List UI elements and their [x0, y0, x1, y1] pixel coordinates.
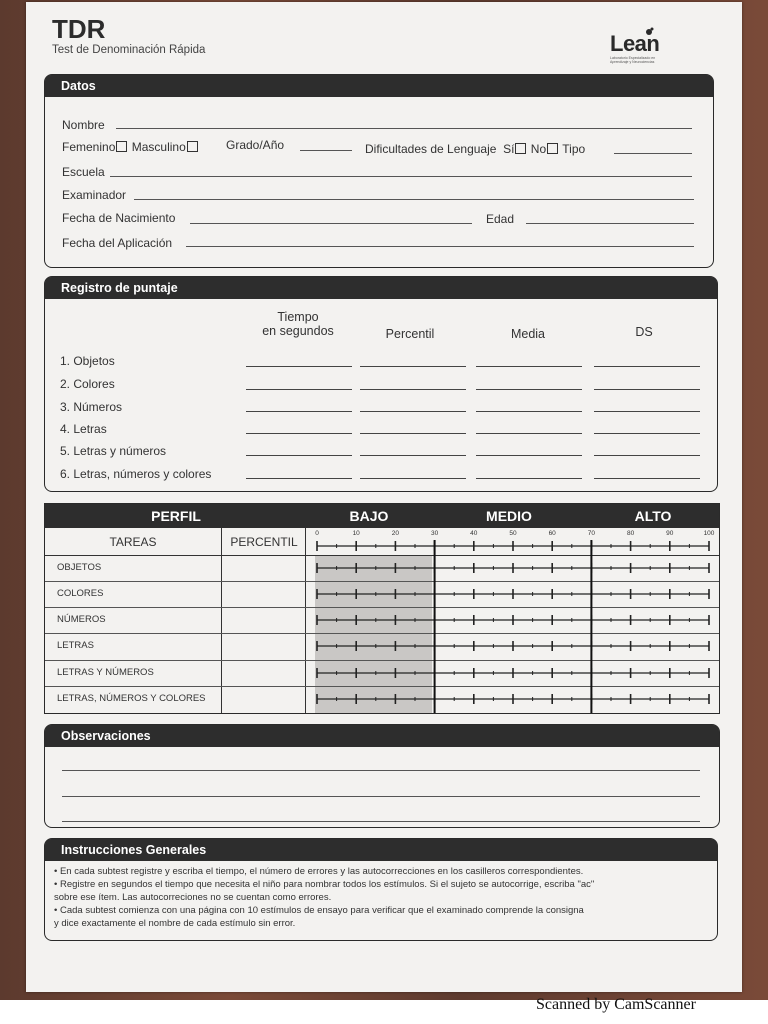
scale-tick-label: 60 [548, 530, 556, 537]
masculino-checkbox[interactable] [187, 141, 198, 152]
perfil-task-label: LETRAS [57, 640, 94, 651]
perfil-task-label: NÚMEROS [57, 614, 106, 625]
si-label: Sí [503, 142, 515, 156]
logo-word: Lean [610, 31, 660, 56]
score-field[interactable] [360, 433, 466, 434]
observaciones-line[interactable] [62, 770, 700, 771]
fecha-nacimiento-label: Fecha de Nacimiento [62, 211, 176, 225]
nombre-label: Nombre [62, 118, 105, 132]
score-field[interactable] [476, 478, 582, 479]
examinador-label: Examinador [62, 188, 127, 202]
score-field[interactable] [594, 366, 700, 367]
instruction-line: • Registre en segundos el tiempo que necesita el niño para nombrar todos los estímulos. Si el sujeto se autocorrige, escriba "ac" [54, 879, 595, 890]
instruction-line: • En cada subtest registre y escriba el tiempo, el número de errores y las autocorrecciones en los casilleros correspondientes. [54, 866, 584, 877]
perfil-task-label: OBJETOS [57, 562, 102, 573]
registro-row-label: 6. Letras, números y colores [60, 467, 212, 481]
form-subtitle: Test de Denominación Rápida [52, 44, 206, 56]
dificultades-label: Dificultades de Lenguaje [365, 142, 497, 156]
scale-tick-label: 10 [352, 530, 360, 537]
registro-row-label: 5. Letras y números [60, 444, 167, 458]
score-field[interactable] [594, 478, 700, 479]
nombre-field[interactable] [116, 128, 692, 129]
fecha-aplicacion-field[interactable] [186, 246, 694, 247]
femenino-checkbox[interactable] [116, 141, 127, 152]
score-field[interactable] [246, 433, 352, 434]
score-field[interactable] [246, 389, 352, 390]
logo-tagline: Laboratorio Especializado en Aprendizaje y Neurociencias [610, 56, 656, 64]
score-field[interactable] [476, 411, 582, 412]
observaciones-line[interactable] [62, 796, 700, 797]
score-field[interactable] [360, 411, 466, 412]
scanner-footer: Scanned by CamScanner [536, 996, 696, 1013]
form-title: TDR [52, 14, 106, 44]
scale-tick-label: 90 [666, 530, 674, 537]
score-field[interactable] [594, 411, 700, 412]
col-ds: DS [635, 325, 653, 339]
escuela-field[interactable] [110, 176, 692, 177]
masculino-label: Masculino [131, 140, 186, 154]
grado-field[interactable] [300, 150, 352, 151]
datos-heading: Datos [45, 75, 713, 97]
edad-field[interactable] [526, 223, 694, 224]
fecha-nacimiento-field[interactable] [190, 223, 472, 224]
observaciones-line[interactable] [62, 821, 700, 822]
lean-logo [606, 28, 676, 68]
perfil-heading: PERFIL [45, 504, 307, 528]
perfil-task-label: COLORES [57, 588, 104, 599]
score-field[interactable] [360, 455, 466, 456]
score-field[interactable] [246, 455, 352, 456]
scale-tick-label: 0 [315, 530, 319, 537]
scale-tick-label: 50 [509, 530, 517, 537]
instrucciones-text [54, 865, 714, 930]
bajo-heading: BAJO [307, 504, 431, 528]
score-field[interactable] [594, 433, 700, 434]
tipo-field[interactable] [614, 153, 692, 154]
score-field[interactable] [360, 366, 466, 367]
score-field[interactable] [476, 366, 582, 367]
dificultades-row [365, 142, 585, 156]
registro-panel [44, 276, 718, 492]
no-label: No [530, 142, 547, 156]
registro-row-label: 4. Letras [60, 422, 107, 436]
fecha-aplicacion-label: Fecha del Aplicación [62, 236, 173, 250]
score-field[interactable] [594, 389, 700, 390]
col-media: Media [510, 327, 546, 341]
femenino-label: Femenino [62, 140, 116, 154]
col-percentil-perfil: PERCENTIL [230, 535, 298, 549]
instruction-line: • Cada subtest comienza con una página con 10 estímulos de ensayo para verificar que el examinado comprende la consigna [54, 905, 584, 916]
instrucciones-heading: Instrucciones Generales [45, 839, 717, 861]
si-checkbox[interactable] [515, 143, 526, 154]
sexo-row [62, 140, 199, 154]
no-checkbox[interactable] [547, 143, 558, 154]
observaciones-heading: Observaciones [45, 725, 719, 747]
scale-tick-label: 100 [703, 530, 715, 537]
col-tiempo-line1: Tiempo [277, 310, 319, 324]
registro-row-label: 3. Números [60, 400, 123, 414]
edad-label: Edad [486, 212, 515, 226]
score-field[interactable] [476, 389, 582, 390]
observaciones-panel [44, 724, 720, 828]
perfil-scale-lines[interactable] [45, 504, 719, 713]
score-field[interactable] [476, 455, 582, 456]
examinador-field[interactable] [134, 199, 694, 200]
registro-row-label: 2. Colores [60, 377, 115, 391]
instruction-line: y dice exactamente el nombre de cada estímulo sin error. [54, 918, 296, 929]
score-field[interactable] [246, 478, 352, 479]
col-tiempo [246, 310, 350, 338]
scale-tick-label: 30 [430, 530, 439, 537]
perfil-table [44, 503, 720, 714]
medio-heading: MEDIO [431, 504, 587, 528]
scale-tick-label: 20 [391, 530, 400, 537]
score-field[interactable] [476, 433, 582, 434]
score-field[interactable] [594, 455, 700, 456]
col-percentil: Percentil [385, 327, 435, 341]
perfil-task-label: LETRAS, NÚMEROS Y COLORES [57, 693, 206, 704]
perfil-task-label: LETRAS Y NÚMEROS [57, 667, 154, 678]
registro-heading: Registro de puntaje [45, 277, 717, 299]
grado-label: Grado/Año [226, 138, 285, 152]
scale-tick-label: 80 [626, 530, 635, 537]
score-field[interactable] [360, 389, 466, 390]
scale-tick-label: 70 [587, 530, 596, 537]
alto-heading: ALTO [587, 504, 719, 528]
registro-row-label: 1. Objetos [60, 354, 115, 368]
tipo-label: Tipo [562, 142, 586, 156]
score-field[interactable] [360, 478, 466, 479]
col-tareas: TAREAS [109, 535, 157, 549]
scale-tick-label: 40 [470, 530, 478, 537]
instruction-line: sobre ese ítem. Las autocorreciones no se cuentan como errores. [54, 892, 332, 903]
score-field[interactable] [246, 366, 352, 367]
col-tiempo-line2: en segundos [262, 324, 334, 338]
score-field[interactable] [246, 411, 352, 412]
escuela-label: Escuela [62, 165, 105, 179]
